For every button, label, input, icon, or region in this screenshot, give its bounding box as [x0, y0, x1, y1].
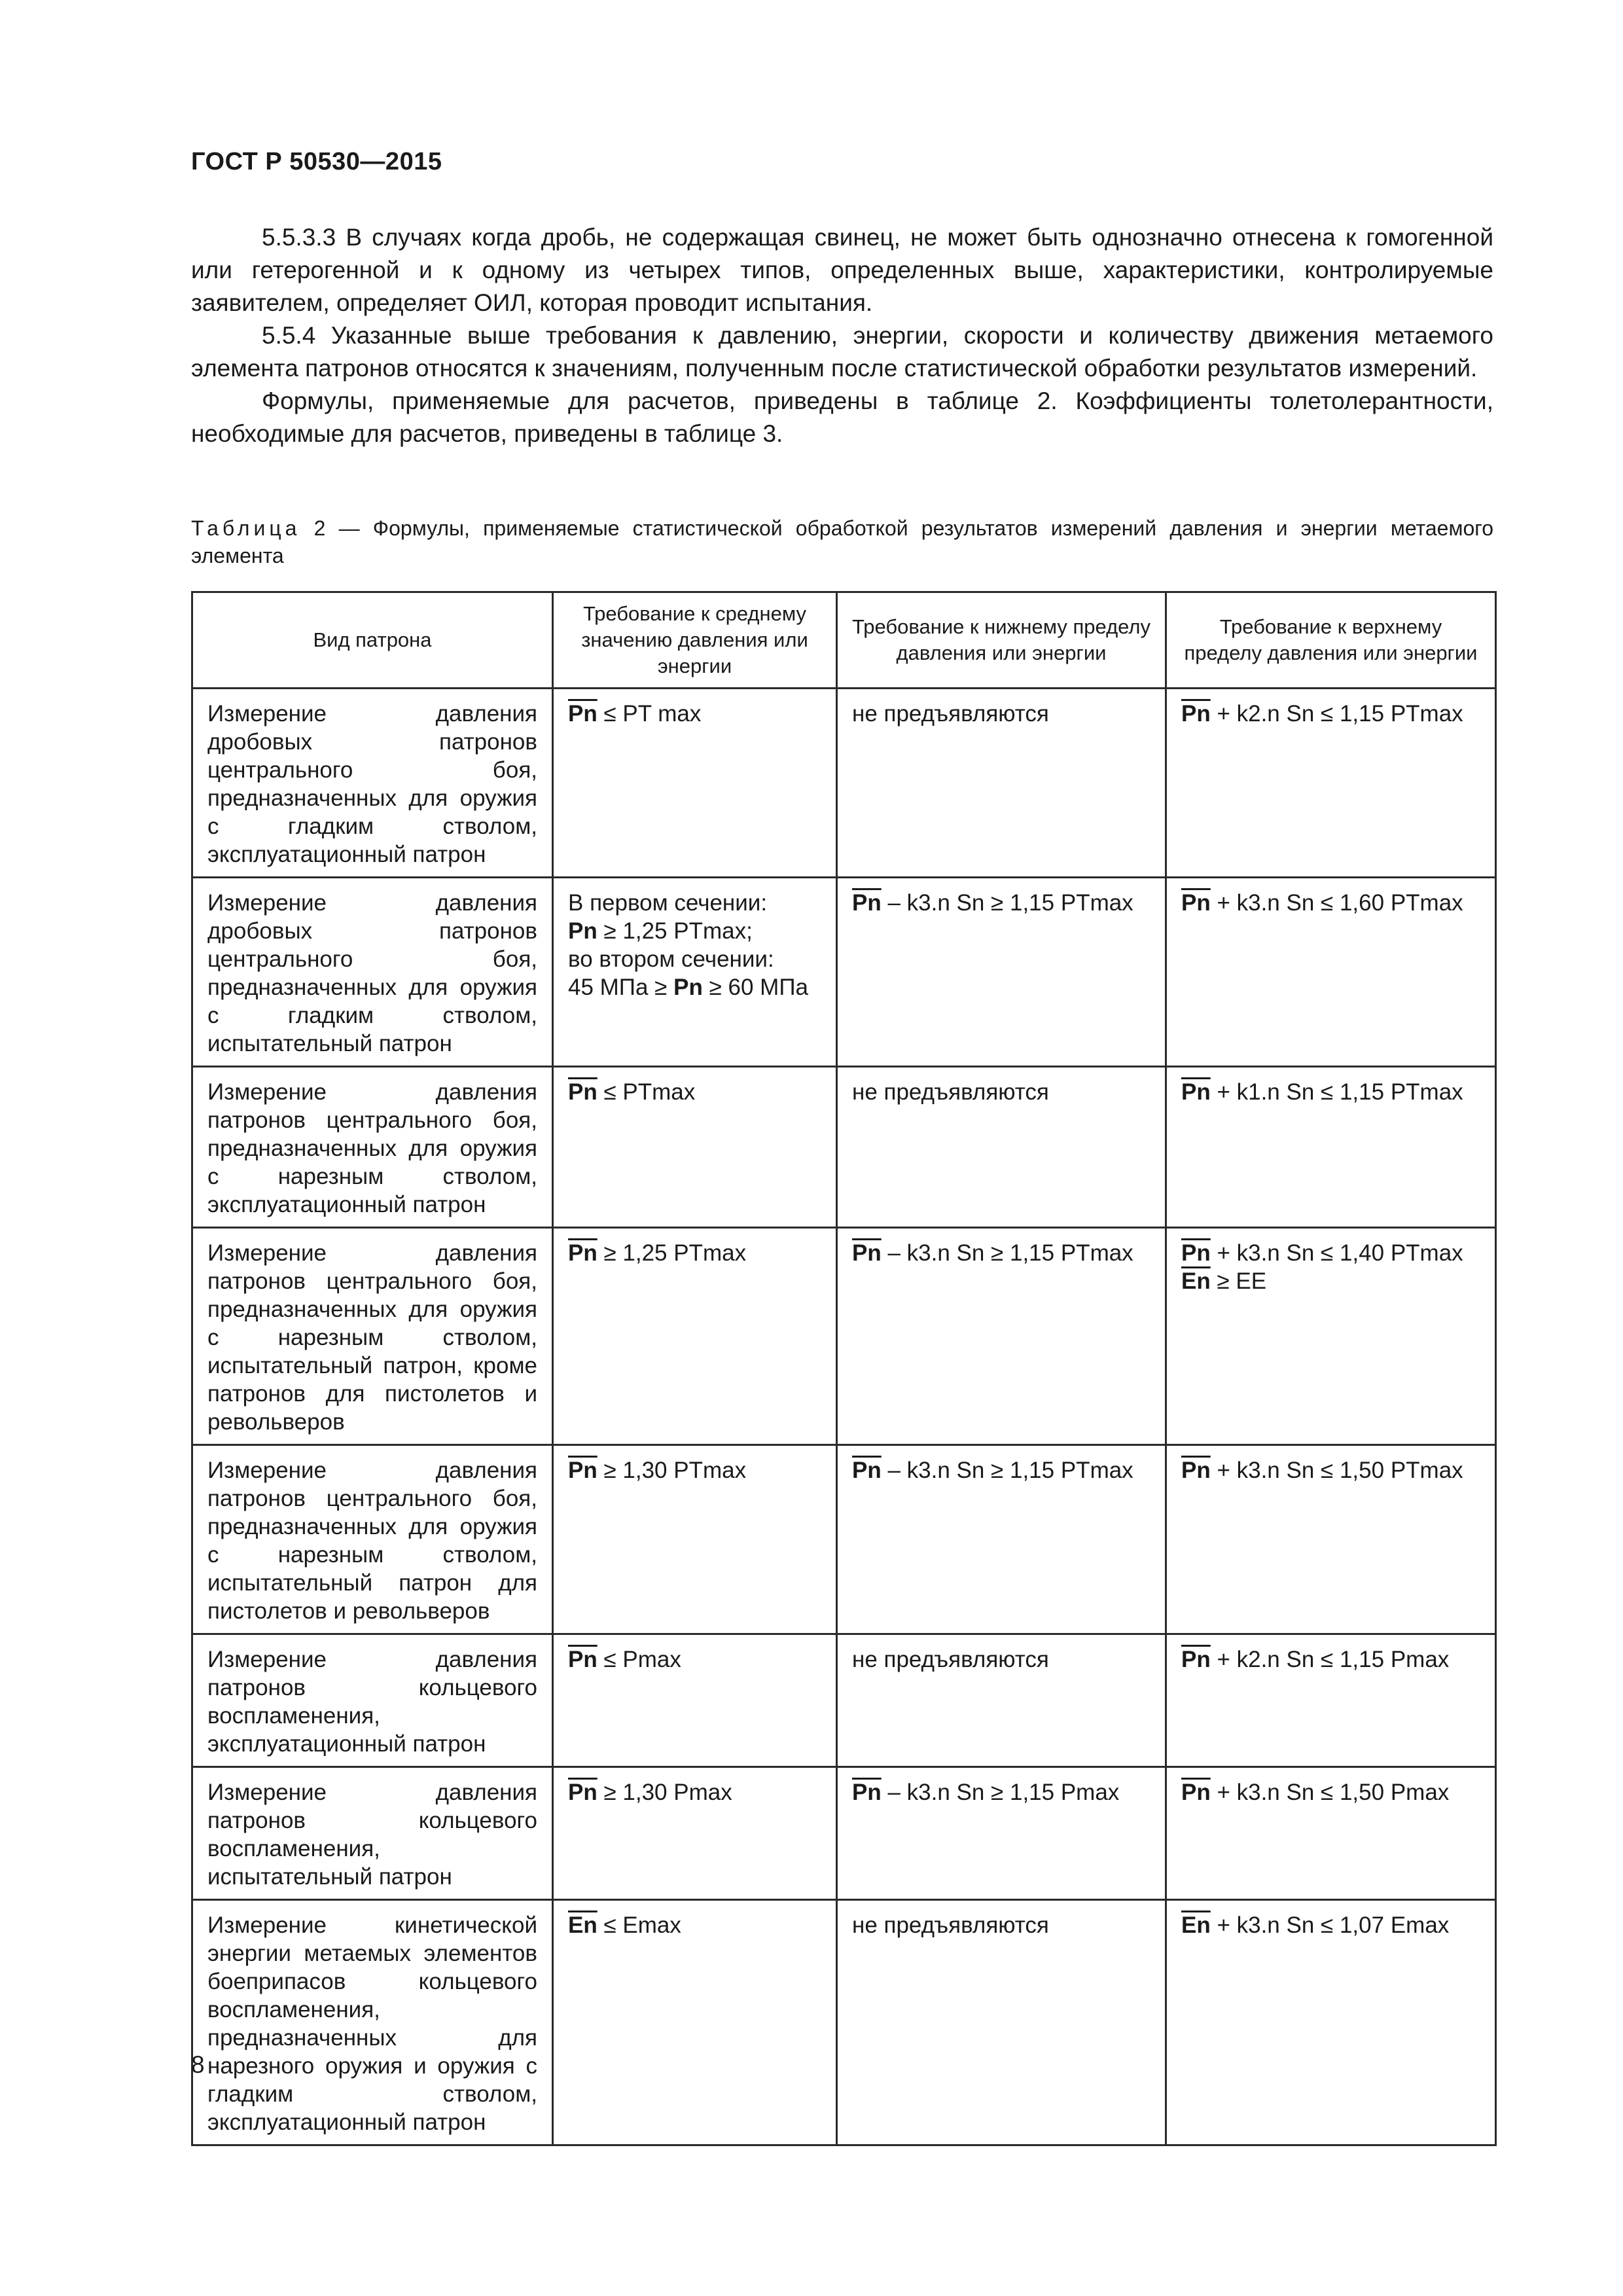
formula-symbol: $\overline{En}$	[1181, 1268, 1211, 1294]
table-row	[192, 1767, 1496, 1900]
formula-line: во втором сечении:	[568, 946, 774, 972]
cell-cartridge-type: Измерение давления дробовых патронов центрального боя, предназначенных для оружия с гладким стволом, эксплуатационный патрон	[192, 689, 553, 878]
formula-symbol: $\overline{En}$	[1181, 1912, 1211, 1938]
formula-symbol: Pn	[568, 918, 597, 944]
cell-lower	[837, 1067, 1166, 1228]
cell-upper	[1166, 878, 1496, 1067]
formula-line	[1181, 1239, 1480, 1267]
cell-lower	[837, 1228, 1166, 1445]
formula-symbol: $\overline{Pn}$	[568, 1240, 597, 1266]
paragraph-formulas: Формулы, применяемые для расчетов, приведены в таблице 2. Коэффициенты толетолерантности, необходимые для расчетов, приведены в таблице 3.	[191, 387, 1493, 447]
cell-upper	[1166, 1634, 1496, 1767]
formula-text: – k3.n Sn ≥ 1,15 Pmax	[881, 1780, 1120, 1805]
cell-upper	[1166, 1445, 1496, 1634]
formula-text: – k3.n Sn ≥ 1,15 PTmax	[881, 1458, 1133, 1483]
cell-upper	[1166, 1900, 1496, 2145]
header-lower-requirement: Требование к нижнему пределу давления или энергии	[837, 592, 1166, 689]
cell-cartridge-type: Измерение кинетической энергии метаемых элементов боеприпасов кольцевого воспламенения, предназначенных для нарезного оружия и оружия с гладким стволом, эксплуатационный патрон	[192, 1900, 553, 2145]
cell-mean	[553, 1067, 837, 1228]
formula-symbol: $\overline{Pn}$	[852, 890, 882, 916]
formula-symbol: $\overline{Pn}$	[1181, 1458, 1211, 1483]
formula-line	[568, 973, 821, 1001]
cell-mean	[553, 1445, 837, 1634]
formula-text: + k1.n Sn ≤ 1,15 PTmax	[1210, 1079, 1463, 1105]
formula-symbol: $\overline{Pn}$	[852, 1240, 882, 1266]
formula-line	[568, 917, 821, 945]
cell-mean	[553, 689, 837, 878]
table-caption	[191, 514, 1493, 569]
formula-text: ≤ Pmax	[597, 1647, 681, 1672]
formula-text: не предъявляются	[852, 1912, 1049, 1938]
formula-line: В первом сечении:	[568, 890, 768, 916]
formula-text: + k3.n Sn ≤ 1,60 PTmax	[1210, 890, 1463, 916]
formula-text: не предъявляются	[852, 1079, 1049, 1105]
formula-text: ≥ 60 МПа	[709, 975, 808, 1000]
formula-text: + k3.n Sn ≤ 1,50 PTmax	[1210, 1458, 1463, 1483]
table-header-row	[192, 592, 1496, 689]
formula-symbol: $\overline{Pn}$	[1181, 1079, 1211, 1105]
formula-line	[1181, 1267, 1480, 1295]
cell-cartridge-type: Измерение давления патронов центрального боя, предназначенных для оружия с нарезным стволом, эксплуатационный патрон	[192, 1067, 553, 1228]
cell-upper	[1166, 1228, 1496, 1445]
cell-mean	[553, 1228, 837, 1445]
cell-upper	[1166, 689, 1496, 878]
formula-text: + k3.n Sn ≤ 1,50 Pmax	[1210, 1780, 1450, 1805]
formula-text: не предъявляются	[852, 1647, 1049, 1672]
formula-symbol: $\overline{Pn}$	[1181, 701, 1211, 726]
formula-text: – k3.n Sn ≥ 1,15 PTmax	[881, 1240, 1133, 1266]
formula-text: ≤ PTmax	[597, 1079, 696, 1105]
cell-lower	[837, 878, 1166, 1067]
table-row	[192, 1634, 1496, 1767]
formula-symbol: $\overline{Pn}$	[1181, 1647, 1211, 1672]
formula-symbol: $\overline{Pn}$	[568, 1647, 597, 1672]
cell-lower	[837, 1445, 1166, 1634]
formula-text: – k3.n Sn ≥ 1,15 PTmax	[881, 890, 1133, 916]
formula-text: ≥ 1,25 PTmax;	[603, 918, 753, 944]
formulas-table	[191, 591, 1497, 2146]
formula-symbol: $\overline{Pn}$	[568, 701, 597, 726]
page-number: 8	[191, 2051, 205, 2078]
formula-symbol: $\overline{Pn}$	[568, 1079, 597, 1105]
formula-symbol: $\overline{Pn}$	[1181, 1240, 1211, 1266]
header-cartridge-type: Вид патрона	[192, 592, 553, 689]
cell-lower	[837, 1634, 1166, 1767]
cell-upper	[1166, 1067, 1496, 1228]
table-row	[192, 689, 1496, 878]
document-header-id: ГОСТ Р 50530—2015	[191, 148, 442, 175]
cell-cartridge-type: Измерение давления дробовых патронов центрального боя, предназначенных для оружия с гладким стволом, испытательный патрон	[192, 878, 553, 1067]
formula-text: + k2.n Sn ≤ 1,15 PTmax	[1210, 701, 1463, 726]
formula-text: ≥ 1,30 PTmax	[597, 1458, 747, 1483]
formula-text: + k2.n Sn ≤ 1,15 Pmax	[1210, 1647, 1450, 1672]
cell-mean	[553, 1634, 837, 1767]
table-caption-label: Таблица	[191, 516, 301, 540]
table-row	[192, 1067, 1496, 1228]
cell-lower	[837, 1767, 1166, 1900]
table-row	[192, 1900, 1496, 2145]
table-row	[192, 878, 1496, 1067]
formula-text: 45 МПа ≥	[568, 975, 668, 1000]
header-upper-requirement: Требование к верхнему пределу давления или энергии	[1166, 592, 1496, 689]
formula-text: ≤ Emax	[597, 1912, 681, 1938]
formula-text: + k3.n Sn ≤ 1,40 PTmax	[1210, 1240, 1463, 1266]
formula-symbol: $\overline{Pn}$	[1181, 1780, 1211, 1805]
table-caption-text: 2 — Формулы, применяемые статистической обработкой результатов измерений давления и энергии метаемого элемента	[191, 516, 1493, 567]
cell-cartridge-type: Измерение давления патронов кольцевого воспламенения, испытательный патрон	[192, 1767, 553, 1900]
cell-lower	[837, 1900, 1166, 2145]
cell-cartridge-type: Измерение давления патронов кольцевого воспламенения, эксплуатационный патрон	[192, 1634, 553, 1767]
cell-lower	[837, 689, 1166, 878]
formula-symbol: $\overline{Pn}$	[568, 1458, 597, 1483]
cell-cartridge-type: Измерение давления патронов центрального боя, предназначенных для оружия с нарезным стволом, испытательный патрон для пистолетов и револьверов	[192, 1445, 553, 1634]
cell-upper	[1166, 1767, 1496, 1900]
formula-symbol: $\overline{Pn}$	[852, 1458, 882, 1483]
formula-text: ≥ EE	[1210, 1268, 1267, 1294]
formula-symbol: $\overline{En}$	[568, 1912, 597, 1938]
formula-symbol: $\overline{Pn}$	[852, 1780, 882, 1805]
cell-mean	[553, 878, 837, 1067]
body-text	[191, 221, 1493, 450]
cell-mean	[553, 1900, 837, 2145]
table-row	[192, 1228, 1496, 1445]
cell-cartridge-type: Измерение давления патронов центрального боя, предназначенных для оружия с нарезным стволом, испытательный патрон, кроме патронов для пистолетов и револьверов	[192, 1228, 553, 1445]
formula-text: не предъявляются	[852, 701, 1049, 726]
paragraph-5-5-3-3: 5.5.3.3 В случаях когда дробь, не содержащая свинец, не может быть однозначно отнесена к гомогенной или гетерогенной и к одному из четырех типов, определенных выше, характеристики, контролируемые заявителем, определяет ОИЛ, которая проводит испытания.	[191, 224, 1493, 316]
header-mean-requirement: Требование к среднему значению давления или энергии	[553, 592, 837, 689]
formula-text: ≥ 1,30 Pmax	[597, 1780, 732, 1805]
paragraph-5-5-4: 5.5.4 Указанные выше требования к давлению, энергии, скорости и количеству движения метаемого элемента патронов относятся к значениям, полученным после статистической обработки результатов измерений.	[191, 322, 1493, 382]
formula-text: ≥ 1,25 PTmax	[597, 1240, 747, 1266]
formula-symbol: Pn	[673, 975, 703, 1000]
formula-symbol: $\overline{Pn}$	[1181, 890, 1211, 916]
formula-text: ≤ PT max	[597, 701, 702, 726]
cell-mean	[553, 1767, 837, 1900]
table-row	[192, 1445, 1496, 1634]
formula-symbol: $\overline{Pn}$	[568, 1780, 597, 1805]
formula-text: + k3.n Sn ≤ 1,07 Emax	[1210, 1912, 1450, 1938]
